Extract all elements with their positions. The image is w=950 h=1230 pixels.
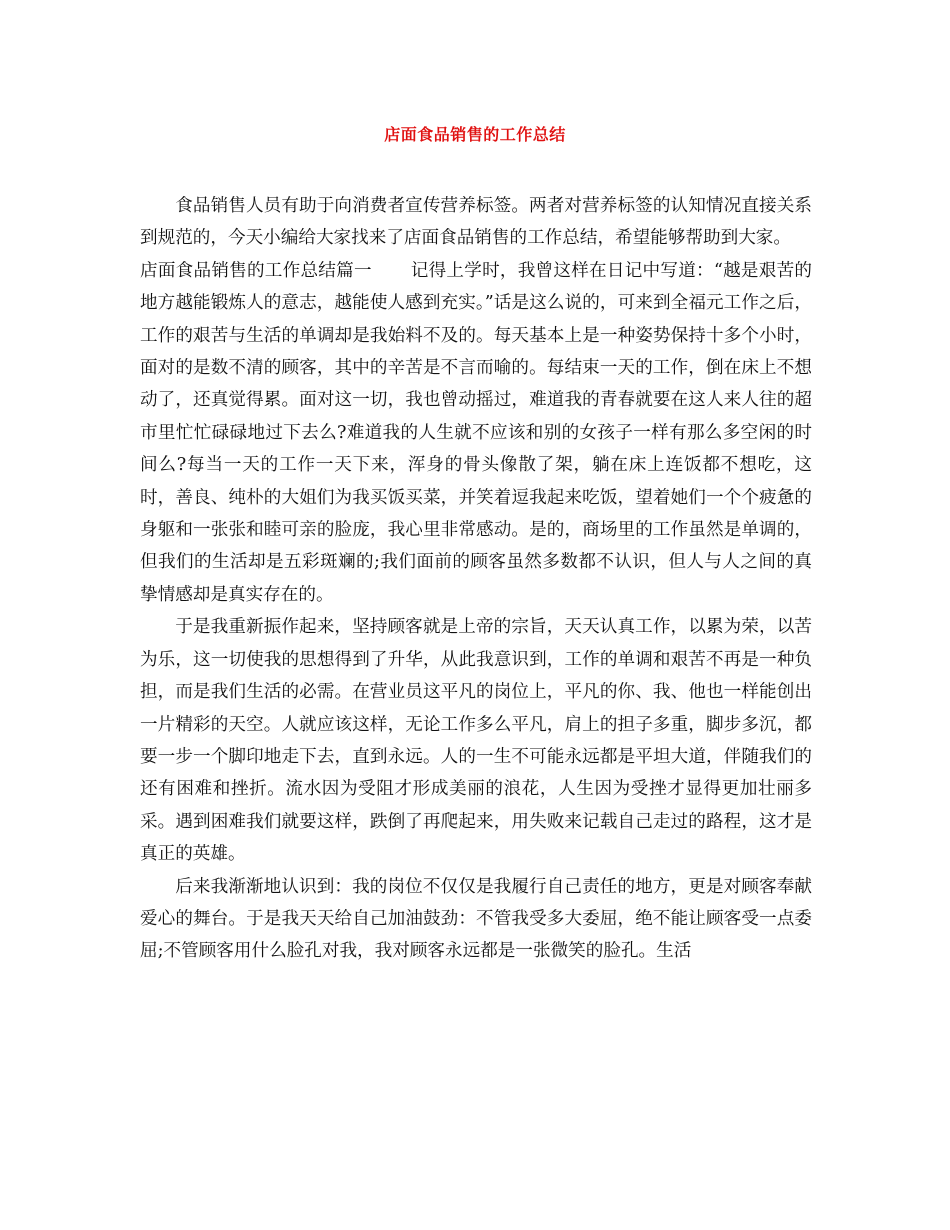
section-paragraph-1 — [140, 255, 812, 611]
document-body — [140, 190, 812, 968]
intro-paragraph: 食品销售人员有助于向消费者宣传营养标签。两者对营养标签的认知情况直接关系到规范的，今天小编给大家找来了店面食品销售的工作总结，希望能够帮助到大家。 — [140, 196, 812, 249]
paragraph-3: 后来我渐渐地认识到：我的岗位不仅仅是我履行自己责任的地方，更是对顾客奉献爱心的舞台。于是我天天给自己加油鼓劲：不管我受多大委屈，绝不能让顾客受一点委屈;不管顾客用什么脸孔对我，我对顾客永远都是一张微笑的脸孔。生活 — [140, 876, 812, 962]
paragraph-1-text: 记得上学时，我曾这样在日记中写道：“越是艰苦的地方越能锻炼人的意志，越能使人感到充实。”话是这么说的，可来到全福元工作之后，工作的艰苦与生活的单调却是我始料不及的。每天基本上是一种姿势保持十多个小时，面对的是数不清的顾客，其中的辛苦是不言而喻的。每结束一天的工作，倒在床上不想动了，还真觉得累。面对这一切，我也曾动摇过，难道我的青春就要在这人来人往的超市里忙忙碌碌地过下去么?难道我的人生就不应该和别的女孩子一样有那么多空闲的时间么?每当一天的工作一天下来，浑身的骨头像散了架，躺在床上连饭都不想吃，这时，善良、纯朴的大姐们为我买饭买菜，并笑着逗我起来吃饭，望着她们一个个疲惫的身躯和一张张和睦可亲的脸庞，我心里非常感动。是的，商场里的工作虽然是单调的，但我们的生活却是五彩斑斓的;我们面前的顾客虽然多数都不认识，但人与人之间的真挚情感却是真实存在的。 — [140, 260, 812, 605]
paragraph-2: 于是我重新振作起来，坚持顾客就是上帝的宗旨，天天认真工作，以累为荣，以苦为乐，这一切使我的思想得到了升华，从此我意识到，工作的单调和艰苦不再是一种负担，而是我们生活的必需。在营业员这平凡的岗位上，平凡的你、我、他也一样能创出一片精彩的天空。人就应该这样，无论工作多么平凡，肩上的担子多重，脚步多沉，都要一步一个脚印地走下去，直到永远。人的一生不可能永远都是平坦大道，伴随我们的还有困难和挫折。流水因为受阻才形成美丽的浪花，人生因为受挫才显得更加壮丽多采。遇到困难我们就要这样，跌倒了再爬起来，用失败来记载自己走过的路程，这才是真正的英雄。 — [140, 617, 812, 865]
document-title: 店面食品销售的工作总结 — [384, 125, 566, 144]
section-heading: 店面食品销售的工作总结篇一 — [140, 260, 372, 281]
